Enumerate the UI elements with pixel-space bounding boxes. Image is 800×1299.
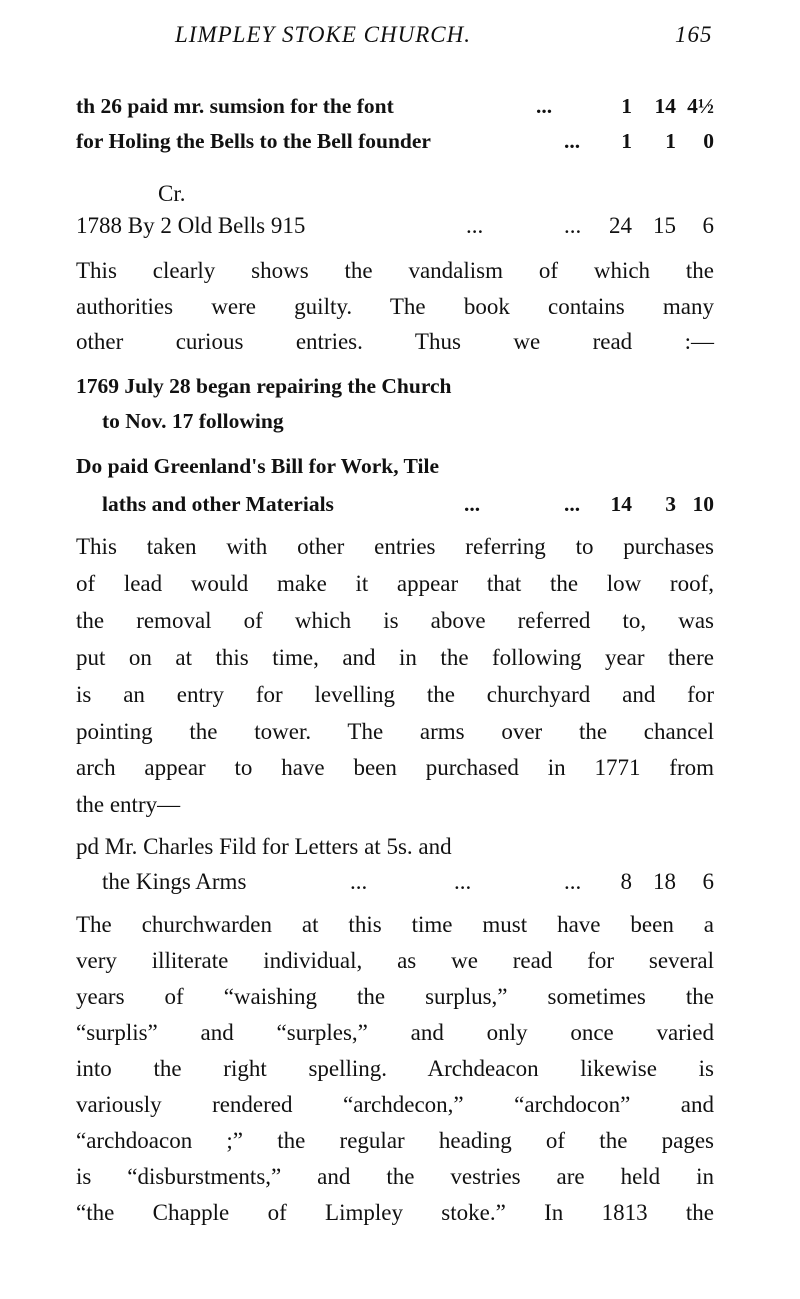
- amount-pounds: 14: [610, 492, 632, 516]
- text-line: very illiterate individual, as we read for several: [76, 948, 714, 973]
- text-line: “the Chapple of Limpley stoke.” In 1813 the: [76, 1200, 714, 1225]
- text-line: “surplis” and “surples,” and only once varied: [76, 1020, 714, 1045]
- ledger-desc: th 26 paid mr. sumsion for the font: [76, 94, 394, 118]
- ledger-desc: laths and other Materials: [102, 492, 334, 516]
- running-head-title: LIMPLEY STOKE CHURCH.: [175, 22, 471, 47]
- amount-pounds: 1: [621, 129, 632, 153]
- leader-dots: ...: [564, 129, 581, 153]
- text-line: arch appear to have been purchased in 1771 from: [76, 755, 714, 781]
- leader-dots: ...: [564, 869, 582, 894]
- amount-pounds: 1: [621, 94, 632, 118]
- amount-shillings: 14: [654, 94, 676, 118]
- text-line: is an entry for levelling the churchyard and for: [76, 681, 714, 707]
- amount-pounds: 24: [609, 213, 632, 238]
- text-line: This taken with other entries referring to purchases: [76, 534, 714, 559]
- text-line: “archdoacon ;” the regular heading of the pages: [76, 1128, 714, 1153]
- leader-dots: ...: [464, 492, 481, 516]
- text-line: other curious entries. Thus we read :—: [76, 329, 714, 354]
- amount-pence: 6: [702, 869, 714, 894]
- amount-shillings: 15: [653, 213, 676, 238]
- text-line: variously rendered “archdecon,” “archdocon” and: [76, 1092, 714, 1117]
- amount-pounds: 8: [620, 869, 632, 894]
- text-line: years of “waishing the surplus,” sometimes the: [76, 984, 714, 1009]
- text-line: This clearly shows the vandalism of which the: [76, 258, 714, 283]
- entry-line: to Nov. 17 following: [102, 409, 284, 433]
- entry-line: 1769 July 28 began repairing the Church: [76, 374, 452, 398]
- text-line: put on at this time, and in the following year there: [76, 644, 714, 670]
- ledger-row: [76, 127, 714, 155]
- ledger-desc: for Holing the Bells to the Bell founder: [76, 129, 431, 153]
- amount-shillings: 1: [665, 129, 676, 153]
- text-line: the entry—: [76, 792, 181, 818]
- ledger-row: [76, 92, 714, 120]
- amount-shillings: 18: [653, 869, 676, 894]
- text-line: of lead would make it appear that the low roof,: [76, 570, 714, 596]
- text-line: into the right spelling. Archdeacon likewise is: [76, 1056, 714, 1081]
- text-line: The churchwarden at this time must have been a: [76, 912, 714, 937]
- leader-dots: ...: [350, 869, 368, 894]
- amount-pence: 10: [692, 492, 714, 516]
- credit-heading: Cr.: [158, 181, 186, 206]
- text-line: pointing the tower. The arms over the chancel: [76, 718, 714, 744]
- text-line: is “disburstments,” and the vestries are held in: [76, 1164, 714, 1189]
- ledger-row: [76, 212, 714, 240]
- ledger-row: [102, 868, 714, 896]
- amount-shillings: 3: [665, 492, 676, 516]
- amount-pence: 4½: [687, 94, 714, 118]
- leader-dots: ...: [466, 213, 484, 238]
- page-number: 165: [675, 22, 713, 47]
- text-line: authorities were guilty. The book contains many: [76, 293, 714, 319]
- leader-dots: ...: [564, 492, 581, 516]
- entry-line: Do paid Greenland's Bill for Work, Tile: [76, 454, 439, 478]
- leader-dots: ...: [564, 213, 582, 238]
- ledger-desc: 1788 By 2 Old Bells 915: [76, 213, 306, 238]
- leader-dots: ...: [536, 94, 553, 118]
- ledger-row: [102, 490, 714, 518]
- amount-pence: 6: [702, 213, 714, 238]
- leader-dots: ...: [454, 869, 472, 894]
- ledger-desc: the Kings Arms: [102, 869, 247, 894]
- text-line: the removal of which is above referred to, was: [76, 607, 714, 633]
- entry-line: pd Mr. Charles Fild for Letters at 5s. and: [76, 834, 452, 859]
- amount-pence: 0: [703, 129, 714, 153]
